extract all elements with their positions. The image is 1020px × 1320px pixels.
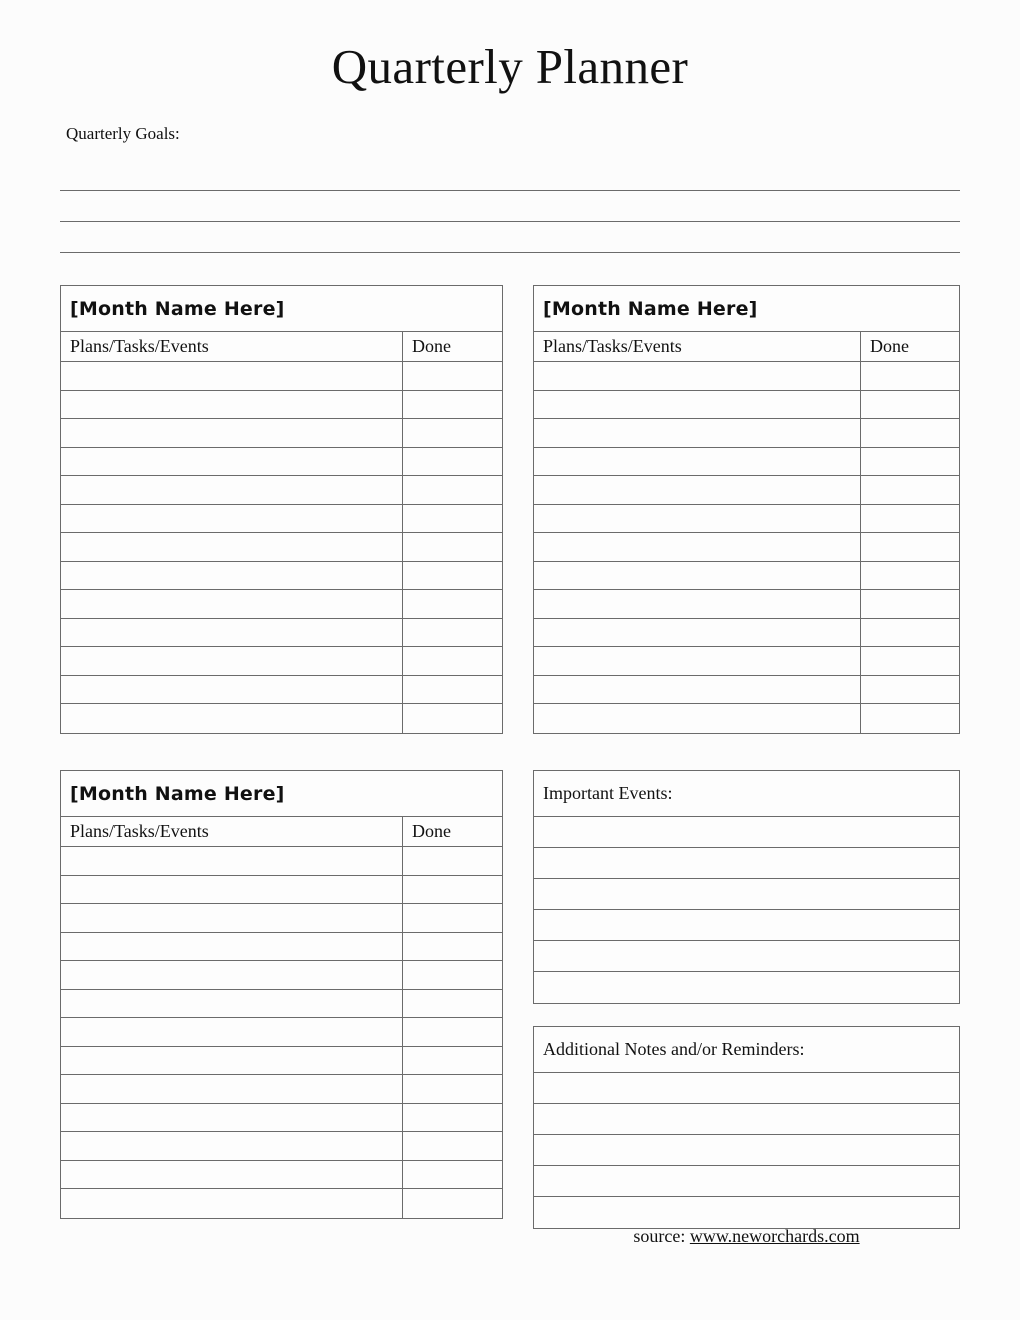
cell-done[interactable] — [403, 647, 502, 675]
source-prefix: source: — [633, 1226, 690, 1246]
cell-plan[interactable] — [61, 562, 403, 590]
cell-plan[interactable] — [61, 676, 403, 704]
cell-plan[interactable] — [534, 704, 861, 733]
cell-plan[interactable] — [61, 847, 403, 875]
month-table-2 — [533, 285, 960, 734]
cell-plan[interactable] — [61, 533, 403, 561]
cell-plan[interactable] — [534, 647, 861, 675]
quarterly-goals-line[interactable] — [60, 191, 960, 222]
page-title: Quarterly Planner — [331, 39, 689, 94]
important-events-heading: Important Events: — [534, 771, 959, 817]
cell-done[interactable] — [403, 1161, 502, 1189]
cell-plan[interactable] — [61, 476, 403, 504]
cell-plan[interactable] — [61, 362, 403, 390]
additional-notes-box — [533, 1026, 960, 1229]
cell-done[interactable] — [861, 533, 959, 561]
cell-done[interactable] — [861, 704, 959, 733]
cell-plan[interactable] — [534, 619, 861, 647]
table-row[interactable] — [61, 391, 502, 420]
table-row[interactable] — [61, 1132, 502, 1161]
cell-done[interactable] — [403, 562, 502, 590]
table-row[interactable] — [534, 676, 959, 705]
additional-notes-lines — [534, 1073, 959, 1228]
column-header-done: Done — [870, 336, 909, 356]
additional-notes-line[interactable] — [534, 1104, 959, 1135]
table-row[interactable] — [61, 1075, 502, 1104]
cell-done[interactable] — [861, 448, 959, 476]
table-column-headers — [534, 332, 959, 362]
table-row[interactable] — [61, 847, 502, 876]
cell-plan[interactable] — [61, 419, 403, 447]
month-name-heading[interactable]: [Month Name Here] — [534, 286, 959, 332]
cell-done[interactable] — [861, 505, 959, 533]
cell-done[interactable] — [861, 619, 959, 647]
table-row[interactable] — [61, 533, 502, 562]
table-row[interactable] — [61, 704, 502, 733]
cell-plan[interactable] — [534, 505, 861, 533]
cell-done[interactable] — [403, 476, 502, 504]
cell-done[interactable] — [403, 961, 502, 989]
table-body — [61, 362, 502, 733]
table-row[interactable] — [534, 704, 959, 733]
cell-plan[interactable] — [534, 562, 861, 590]
table-row[interactable] — [534, 533, 959, 562]
table-row[interactable] — [61, 1161, 502, 1190]
cell-plan[interactable] — [61, 391, 403, 419]
table-body — [534, 362, 959, 733]
table-row[interactable] — [61, 876, 502, 905]
cell-plan[interactable] — [61, 448, 403, 476]
cell-plan[interactable] — [61, 1018, 403, 1046]
table-row[interactable] — [61, 476, 502, 505]
additional-notes-line[interactable] — [534, 1073, 959, 1104]
important-events-line[interactable] — [534, 848, 959, 879]
month-table-3 — [60, 770, 503, 1219]
cell-done[interactable] — [403, 1132, 502, 1160]
cell-done[interactable] — [861, 590, 959, 618]
important-events-line[interactable] — [534, 972, 959, 1003]
cell-done[interactable] — [403, 362, 502, 390]
quarterly-goals-line[interactable] — [60, 160, 960, 191]
cell-plan[interactable] — [61, 933, 403, 961]
column-header-plans: Plans/Tasks/Events — [61, 332, 403, 361]
cell-done[interactable] — [403, 904, 502, 932]
cell-done[interactable] — [403, 448, 502, 476]
cell-done[interactable] — [403, 1104, 502, 1132]
table-row[interactable] — [534, 590, 959, 619]
table-row[interactable] — [534, 476, 959, 505]
cell-done[interactable] — [403, 619, 502, 647]
cell-plan[interactable] — [534, 676, 861, 704]
table-row[interactable] — [61, 647, 502, 676]
important-events-line[interactable] — [534, 910, 959, 941]
table-body — [61, 847, 502, 1218]
table-row[interactable] — [61, 933, 502, 962]
cell-done[interactable] — [403, 1189, 502, 1218]
quarterly-goals-line[interactable] — [60, 222, 960, 253]
cell-done[interactable] — [403, 533, 502, 561]
cell-plan[interactable] — [534, 590, 861, 618]
important-events-line[interactable] — [534, 879, 959, 910]
table-row[interactable] — [61, 676, 502, 705]
cell-done[interactable] — [861, 676, 959, 704]
cell-done[interactable] — [403, 933, 502, 961]
table-row[interactable] — [534, 448, 959, 477]
table-row[interactable] — [61, 1104, 502, 1133]
cell-done[interactable] — [403, 1075, 502, 1103]
cell-done[interactable] — [403, 391, 502, 419]
table-row[interactable] — [61, 505, 502, 534]
cell-plan[interactable] — [61, 1161, 403, 1189]
additional-notes-heading: Additional Notes and/or Reminders: — [534, 1027, 959, 1073]
cell-plan[interactable] — [534, 533, 861, 561]
column-header-done: Done — [412, 336, 451, 356]
source-url-link[interactable]: www.neworchards.com — [689, 1226, 860, 1246]
table-row[interactable] — [534, 647, 959, 676]
important-events-box — [533, 770, 960, 1004]
cell-plan[interactable] — [534, 448, 861, 476]
cell-done[interactable] — [861, 419, 959, 447]
source-line — [533, 1226, 960, 1247]
table-column-headers — [61, 332, 502, 362]
cell-done[interactable] — [403, 876, 502, 904]
cell-plan[interactable] — [61, 904, 403, 932]
table-row[interactable] — [61, 961, 502, 990]
table-row[interactable] — [534, 505, 959, 534]
cell-plan[interactable] — [61, 1189, 403, 1218]
cell-done[interactable] — [403, 419, 502, 447]
cell-plan[interactable] — [61, 876, 403, 904]
month-name-heading[interactable]: [Month Name Here] — [61, 286, 502, 332]
table-row[interactable] — [534, 619, 959, 648]
table-row[interactable] — [61, 1047, 502, 1076]
cell-done[interactable] — [861, 647, 959, 675]
cell-done[interactable] — [403, 590, 502, 618]
additional-notes-line[interactable] — [534, 1166, 959, 1197]
cell-done[interactable] — [861, 391, 959, 419]
cell-done[interactable] — [861, 362, 959, 390]
cell-done[interactable] — [403, 847, 502, 875]
cell-plan[interactable] — [61, 704, 403, 733]
cell-done[interactable] — [403, 704, 502, 733]
important-events-line[interactable] — [534, 817, 959, 848]
table-row[interactable] — [61, 619, 502, 648]
cell-plan[interactable] — [61, 505, 403, 533]
table-row[interactable] — [61, 1189, 502, 1218]
cell-plan[interactable] — [534, 419, 861, 447]
cell-plan[interactable] — [61, 1132, 403, 1160]
table-row[interactable] — [61, 419, 502, 448]
cell-plan[interactable] — [61, 961, 403, 989]
table-row[interactable] — [534, 362, 959, 391]
cell-plan[interactable] — [534, 476, 861, 504]
cell-plan[interactable] — [61, 619, 403, 647]
column-header-plans: Plans/Tasks/Events — [61, 817, 403, 846]
month-table-1 — [60, 285, 503, 734]
table-row[interactable] — [61, 904, 502, 933]
quarterly-goals-lines — [60, 160, 960, 253]
cell-done[interactable] — [861, 562, 959, 590]
cell-plan[interactable] — [61, 647, 403, 675]
table-row[interactable] — [534, 419, 959, 448]
column-header-plans: Plans/Tasks/Events — [534, 332, 861, 361]
cell-done[interactable] — [403, 676, 502, 704]
additional-notes-line[interactable] — [534, 1197, 959, 1228]
table-row[interactable] — [61, 590, 502, 619]
cell-done[interactable] — [861, 476, 959, 504]
cell-plan[interactable] — [534, 391, 861, 419]
additional-notes-line[interactable] — [534, 1135, 959, 1166]
table-row[interactable] — [534, 391, 959, 420]
cell-plan[interactable] — [61, 590, 403, 618]
table-row[interactable] — [61, 448, 502, 477]
cell-plan[interactable] — [61, 1104, 403, 1132]
cell-plan[interactable] — [61, 1075, 403, 1103]
month-name-heading[interactable]: [Month Name Here] — [61, 771, 502, 817]
quarterly-goals-label: Quarterly Goals: — [66, 124, 180, 143]
important-events-line[interactable] — [534, 941, 959, 972]
table-column-headers — [61, 817, 502, 847]
table-row[interactable] — [61, 990, 502, 1019]
table-row[interactable] — [61, 362, 502, 391]
table-row[interactable] — [61, 1018, 502, 1047]
cell-done[interactable] — [403, 505, 502, 533]
cell-done[interactable] — [403, 1047, 502, 1075]
important-events-lines — [534, 817, 959, 1003]
cell-plan[interactable] — [61, 990, 403, 1018]
column-header-done: Done — [412, 821, 451, 841]
cell-plan[interactable] — [534, 362, 861, 390]
cell-done[interactable] — [403, 990, 502, 1018]
cell-done[interactable] — [403, 1018, 502, 1046]
table-row[interactable] — [534, 562, 959, 591]
table-row[interactable] — [61, 562, 502, 591]
cell-plan[interactable] — [61, 1047, 403, 1075]
